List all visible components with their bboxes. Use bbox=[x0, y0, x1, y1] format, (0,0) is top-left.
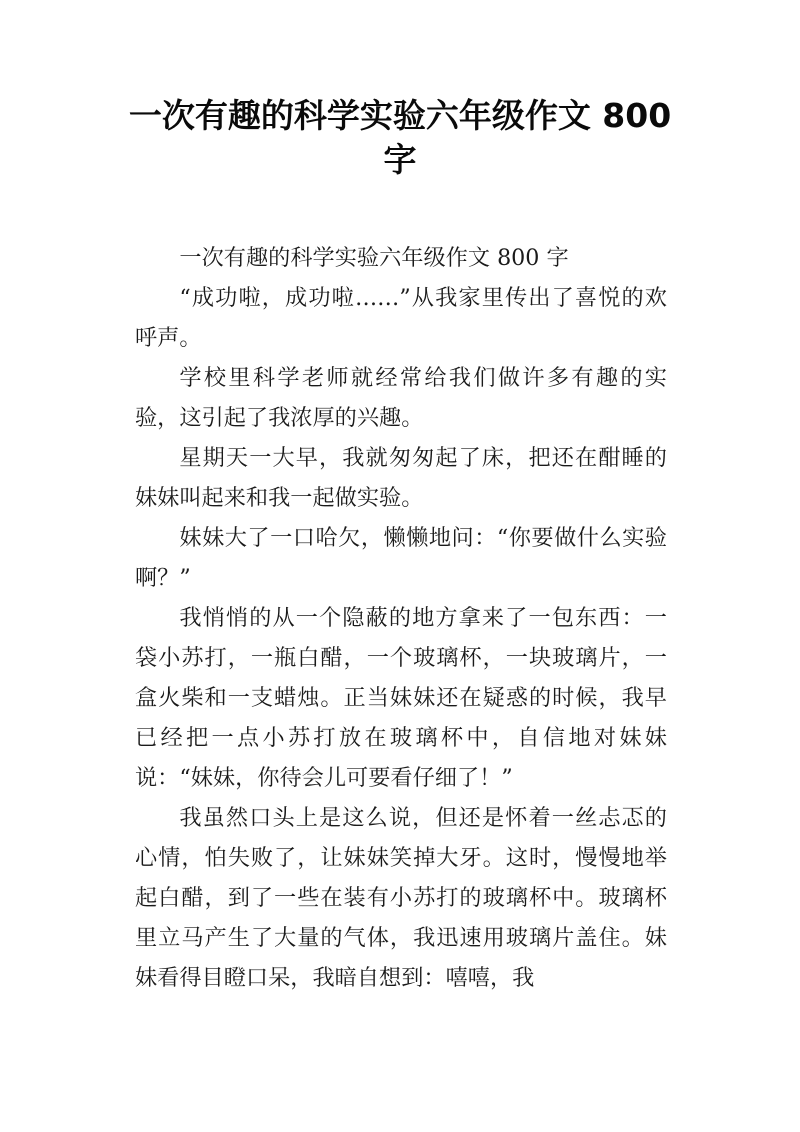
paragraph: 我虽然口头上是这么说，但还是怀着一丝忐忑的心情，怕失败了，让妹妹笑掉大牙。这时，慢慢地举起白醋，到了一些在装有小苏打的玻璃杯中。玻璃杯里立马产生了大量的气体，我迅速用玻璃片盖住。妹妹看得目瞪口呆，我暗自想到：嘻嘻，我 bbox=[135, 805, 667, 991]
title-line-2: 字 bbox=[383, 140, 417, 179]
paragraph: “成功啦，成功啦……”从我家里传出了喜悦的欢呼声。 bbox=[135, 285, 667, 351]
paragraph-subtitle: 一次有趣的科学实验六年级作文 800 字 bbox=[179, 245, 569, 271]
document-title bbox=[120, 94, 680, 182]
title-line-1: 一次有趣的科学实验六年级作文 800 bbox=[128, 96, 672, 135]
paragraph: 妹妹大了一口哈欠，懒懒地问：“你要做什么实验啊？” bbox=[135, 525, 667, 591]
paragraph: 星期天一大早，我就匆匆起了床，把还在酣睡的妹妹叫起来和我一起做实验。 bbox=[135, 445, 667, 511]
paragraph: 我悄悄的从一个隐蔽的地方拿来了一包东西：一袋小苏打，一瓶白醋，一个玻璃杯，一块玻璃片，一盒火柴和一支蜡烛。正当妹妹还在疑惑的时候，我早已经把一点小苏打放在玻璃杯中，自信地对妹妹说：“妹妹，你待会儿可要看仔细了！” bbox=[135, 605, 667, 791]
paragraph: 学校里科学老师就经常给我们做许多有趣的实验，这引起了我浓厚的兴趣。 bbox=[135, 365, 667, 431]
document-body bbox=[135, 238, 667, 998]
